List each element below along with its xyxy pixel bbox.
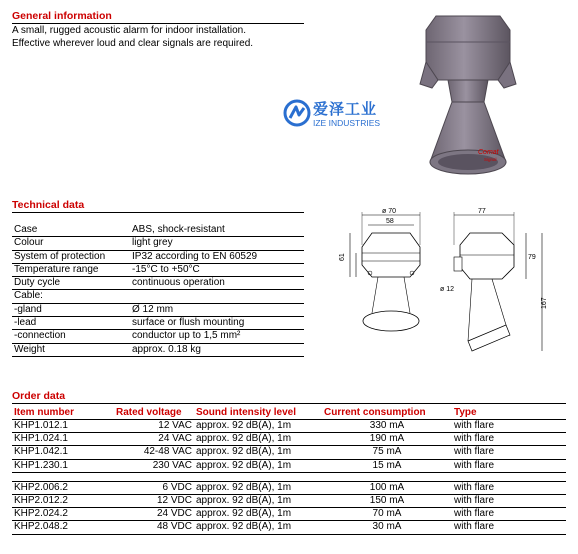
rated-voltage-cell: 230 VAC (114, 459, 194, 472)
order-row (12, 446, 566, 459)
sound-intensity-cell: approx. 92 dB(A), 1m (194, 521, 322, 534)
rated-voltage-cell: 24 VAC (114, 433, 194, 446)
order-row (12, 481, 566, 494)
tech-value: conductor up to 1,5 mm² (130, 330, 304, 343)
ize-logo-icon (283, 98, 311, 128)
intro-line-1: A small, rugged acoustic alarm for indoor installation. (12, 25, 247, 36)
logo-english-text: IZE INDUSTRIES (313, 118, 381, 128)
tech-row (12, 277, 304, 290)
tech-property: System of protection (12, 250, 130, 263)
tech-row (12, 330, 304, 343)
tech-value: IP32 according to EN 60529 (130, 250, 304, 263)
type-cell: with flare (452, 521, 566, 534)
order-row (12, 420, 566, 433)
sound-intensity-cell: approx. 92 dB(A), 1m (194, 495, 322, 508)
tech-row (12, 224, 304, 237)
item-number-cell: KHP2.024.2 (12, 508, 114, 521)
tech-property: -gland (12, 303, 130, 316)
tech-value: -15°C to +50°C (130, 263, 304, 276)
dim-167-label: 167 (541, 297, 548, 309)
dim-58-label: 58 (386, 218, 394, 225)
tech-value (130, 290, 304, 303)
tech-value: surface or flush mounting (130, 317, 304, 330)
tech-row (12, 303, 304, 316)
dim-77-label: 77 (478, 208, 486, 215)
general-information-heading: General information (12, 10, 304, 24)
tech-row (12, 317, 304, 330)
tech-value: ABS, shock-resistant (130, 224, 304, 237)
order-data-table (12, 407, 566, 535)
tech-row (12, 290, 304, 303)
item-number-cell: KHP1.012.1 (12, 420, 114, 433)
tech-property: Weight (12, 343, 130, 356)
sound-intensity-cell: approx. 92 dB(A), 1m (194, 433, 322, 446)
tech-property: -connection (12, 330, 130, 343)
sound-intensity-cell: approx. 92 dB(A), 1m (194, 481, 322, 494)
current-consumption-cell: 330 mA (322, 420, 452, 433)
current-consumption-cell: 70 mA (322, 508, 452, 521)
current-consumption-cell: 150 mA (322, 495, 452, 508)
logo-chinese-text: 爱泽工业 (313, 101, 378, 118)
current-consumption-cell: 75 mA (322, 446, 452, 459)
item-number-cell: KHP2.006.2 (12, 481, 114, 494)
item-number-cell: KHP2.012.2 (12, 495, 114, 508)
horn-brand-sub-label: Signal (484, 157, 497, 162)
current-consumption-cell: 100 mA (322, 481, 452, 494)
sound-intensity-cell: approx. 92 dB(A), 1m (194, 508, 322, 521)
technical-data-table (12, 224, 304, 357)
dim-12-label: ø 12 (440, 286, 455, 293)
dim-70-label: ø 70 (382, 208, 397, 215)
order-row (12, 495, 566, 508)
type-cell: with flare (452, 495, 566, 508)
rated-voltage-cell: 48 VDC (114, 521, 194, 534)
spacer-cell (12, 472, 566, 481)
rated-voltage-cell: 12 VAC (114, 420, 194, 433)
col-type: Type (452, 407, 566, 420)
tech-property: Duty cycle (12, 277, 130, 290)
tech-value: light grey (130, 237, 304, 250)
dim-79-label: 79 (528, 254, 536, 261)
type-cell: with flare (452, 459, 566, 472)
rated-voltage-cell: 12 VDC (114, 495, 194, 508)
tech-value: continuous operation (130, 277, 304, 290)
current-consumption-cell: 15 mA (322, 459, 452, 472)
order-row (12, 508, 566, 521)
tech-property: Colour (12, 237, 130, 250)
item-number-cell: KHP2.048.2 (12, 521, 114, 534)
tech-property: -lead (12, 317, 130, 330)
type-cell: with flare (452, 481, 566, 494)
item-number-cell: KHP1.042.1 (12, 446, 114, 459)
order-group-spacer (12, 472, 566, 481)
horn-product-image (418, 12, 518, 182)
col-current-consumption: Current consumption (322, 407, 452, 420)
tech-property: Case (12, 224, 130, 237)
type-cell: with flare (452, 420, 566, 433)
general-information-text (12, 24, 253, 50)
tech-row (12, 263, 304, 276)
technical-data-heading: Technical data (12, 199, 304, 213)
dim-61-label: 61 (339, 253, 346, 261)
sound-intensity-cell: approx. 92 dB(A), 1m (194, 459, 322, 472)
current-consumption-cell: 30 mA (322, 521, 452, 534)
order-data-heading: Order data (12, 390, 566, 404)
rated-voltage-cell: 24 VDC (114, 508, 194, 521)
tech-row (12, 237, 304, 250)
tech-value: approx. 0.18 kg (130, 343, 304, 356)
current-consumption-cell: 190 mA (322, 433, 452, 446)
rated-voltage-cell: 6 VDC (114, 481, 194, 494)
item-number-cell: KHP1.230.1 (12, 459, 114, 472)
type-cell: with flare (452, 446, 566, 459)
intro-line-2: Effective wherever loud and clear signals are required. (12, 38, 254, 49)
col-sound-intensity: Sound intensity level (194, 407, 322, 420)
order-row (12, 433, 566, 446)
tech-property: Temperature range (12, 263, 130, 276)
tech-row (12, 250, 304, 263)
tech-property: Cable: (12, 290, 130, 303)
horn-brand-label: Comat (478, 149, 499, 156)
sound-intensity-cell: approx. 92 dB(A), 1m (194, 420, 322, 433)
col-rated-voltage: Rated voltage (114, 407, 194, 420)
tech-row (12, 343, 304, 356)
order-row (12, 459, 566, 472)
type-cell: with flare (452, 508, 566, 521)
dimension-drawing (320, 205, 560, 355)
type-cell: with flare (452, 433, 566, 446)
tech-value: Ø 12 mm (130, 303, 304, 316)
order-row (12, 521, 566, 534)
col-item-number: Item number (12, 407, 114, 420)
rated-voltage-cell: 42-48 VAC (114, 446, 194, 459)
sound-intensity-cell: approx. 92 dB(A), 1m (194, 446, 322, 459)
ize-industries-logo (283, 96, 403, 132)
item-number-cell: KHP1.024.1 (12, 433, 114, 446)
